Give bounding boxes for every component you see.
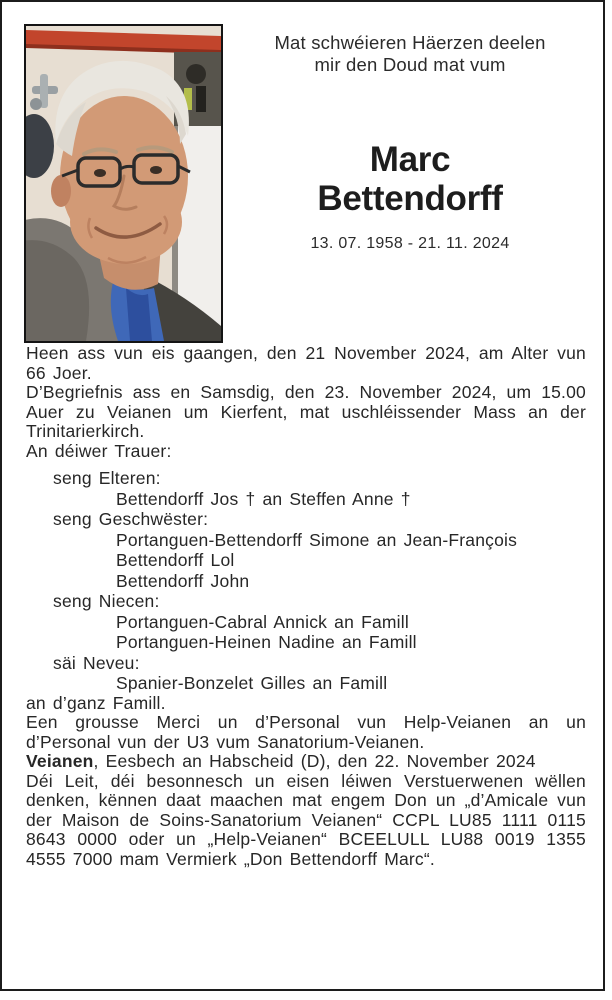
donation-paragraph: Déi Leit, déi besonnesch un eisen léiwen Verstuerwenen wëllen denken, kënnen daat maachen mat engem Don un „d’Amicale vun der Maison de Soins-Sanatorium Veianen“ CCPL LU85 1111 0115 8643 0000 oder un „Help-Veianen“ BCEELULL LU88 0019 1355 4555 7000 mam Vermierk „Don Bettendorff Marc“. <box>26 770 586 869</box>
funeral-details: D’Begriefnis ass en Samsdig, den 23. November 2024, um 15.00 Auer zu Veianen um Kierfent, mat uschléissender Mass an der Trinitarierkirch. <box>26 382 586 441</box>
family-closing: an d’ganz Famill. <box>26 692 166 713</box>
announcement-header <box>228 32 592 253</box>
mourner-role: seng Geschwëster: <box>53 509 209 529</box>
condolence-intro <box>228 32 592 76</box>
announcement-body <box>26 344 586 869</box>
mourner-name: Spanier-Bonzelet Gilles an Famill <box>116 673 388 693</box>
dateline-place: Veianen <box>26 751 94 771</box>
mourner-name: Bettendorff John <box>116 570 250 591</box>
mourner-name: Portanguen-Bettendorff Simone an Jean-François <box>116 529 518 550</box>
portrait-illustration <box>26 26 221 341</box>
condolence-line1: Mat schwéieren Häerzen deelen <box>274 32 546 53</box>
mourner-role: seng Elteren: <box>53 468 161 488</box>
mourner-name: Bettendorff Lol <box>116 550 235 570</box>
deceased-last-name: Bettendorff <box>317 179 503 218</box>
death-announcement: Heen ass vun eis gaangen, den 21 November 2024, am Alter vun 66 Joer. <box>26 343 586 383</box>
dateline-rest: , Eesbech an Habscheid (D), den 22. November 2024 <box>93 751 536 771</box>
deceased-first-name: Marc <box>369 140 451 179</box>
mourner-name: Portanguen-Cabral Annick an Famill <box>116 611 409 632</box>
life-dates: 13. 07. 1958 - 21. 11. 2024 <box>310 235 510 252</box>
dateline <box>26 752 586 772</box>
deceased-name <box>228 140 592 218</box>
mourner-name: Bettendorff Jos † an Steffen Anne † <box>116 488 411 509</box>
condolence-line2: mir den Doud mat vum <box>314 54 506 75</box>
mourners-list <box>26 468 586 694</box>
mourner-name: Portanguen-Heinen Nadine an Famill <box>116 632 417 652</box>
mourning-intro: An déiwer Trauer: <box>26 440 172 461</box>
mourner-role: säi Neveu: <box>53 652 140 673</box>
portrait-photo <box>24 24 223 343</box>
mourner-role: seng Niecen: <box>53 591 160 611</box>
thanks-paragraph: Een grousse Merci un d’Personal vun Help-Veianen an un d’Personal vun der U3 vum Sanatorium-Veianen. <box>26 712 586 752</box>
